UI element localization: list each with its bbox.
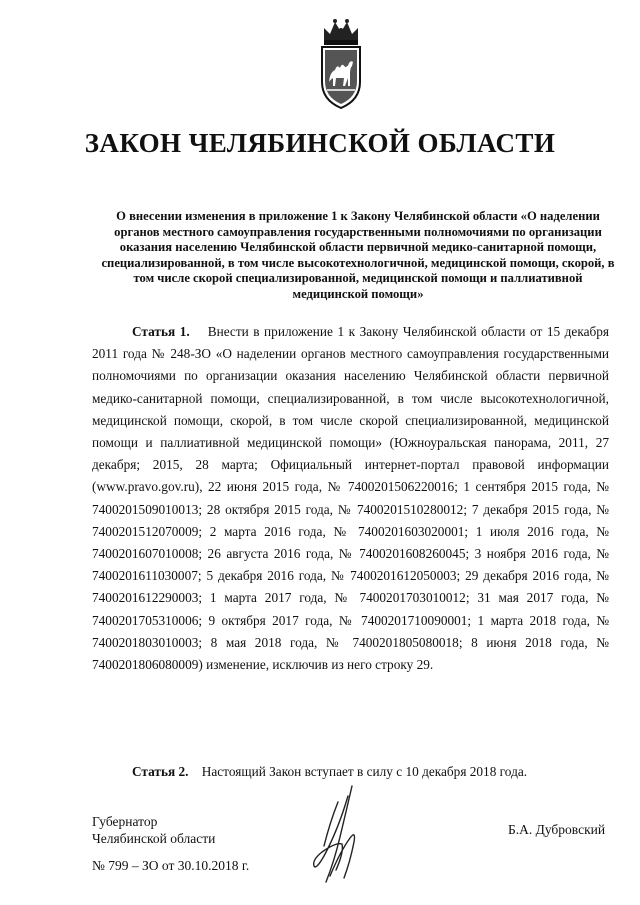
governor-title — [92, 813, 215, 847]
article-2 — [92, 761, 609, 783]
document-title: ЗАКОН ЧЕЛЯБИНСКОЙ ОБЛАСТИ — [84, 128, 556, 158]
signature-icon — [300, 782, 380, 888]
governor-title-line-1: Губернатор — [92, 814, 158, 829]
governor-name: Б.А. Дубровский — [508, 822, 606, 837]
article-2-text: Настоящий Закон вступает в силу с 10 декабря 2018 года. — [201, 764, 528, 779]
article-2-label: Статья 2. — [132, 764, 189, 779]
governor-title-line-2: Челябинской области — [92, 831, 216, 846]
document-subtitle: О внесении изменения в приложение 1 к Закону Челябинской области «О наделении органов местного самоуправления государственными полномочиями по организации оказания населению Челябинской области первичной медико-санитарной помощи, специализированной, в том числе высокотехнологичной, медицинской помощи, скорой, в том числе скорой специализированной, медицинской помощи и паллиативной медицинской помощи» — [101, 209, 615, 301]
coat-of-arms-icon — [318, 12, 364, 110]
article-1 — [92, 321, 609, 676]
article-1-label: Статья 1. — [132, 324, 190, 339]
article-1-text: Внести в приложение 1 к Закону Челябинской области от 15 декабря 2011 года № 248-ЗО «О наделении органов местного самоуправления государственными полномочиями по организации оказания населению Челябинской области первичной медико-санитарной помощи, специализированной, в том числе высокотехнологичной, медицинской помощи, скорой, в том числе скорой специализированной, медицинской помощи и паллиативной медицинской помощи» (Южноуральская панорама, 2011, 27 декабря; 2015, 28 марта; Официальный интернет-портал правовой информации (www.pravo.gov.ru), 22 июня 2015 года, № 7400201506220016; 1 сентября 2015 года, № 7400201509010013; 28 октября 2015 года, № 7400201510280012; 7 декабря 2015 года, № 7400201512070009; 2 марта 2016 года, № 7400201603020001; 1 июля 2016 года, № 7400201607010008; 26 августа 2016 года, № 7400201608260045; 3 ноября 2016 года, № 7400201611030007; 5 декабря 2016 года, № 7400201612050003; 29 декабря 2016 года, № 7400201612290003; 1 марта 2017 года, № 7400201703010012; 31 мая 2017 года, № 7400201705310006; 9 октября 2017 года, № 7400201710090001; 1 марта 2018 года, № 7400201803010003; 8 мая 2018 года, № 7400201805080018; 8 июня 2018 года, № 7400201806080009) изменение, исключив из него строку 29. — [92, 324, 610, 673]
law-number: № 799 – ЗО от 30.10.2018 г. — [92, 858, 250, 873]
